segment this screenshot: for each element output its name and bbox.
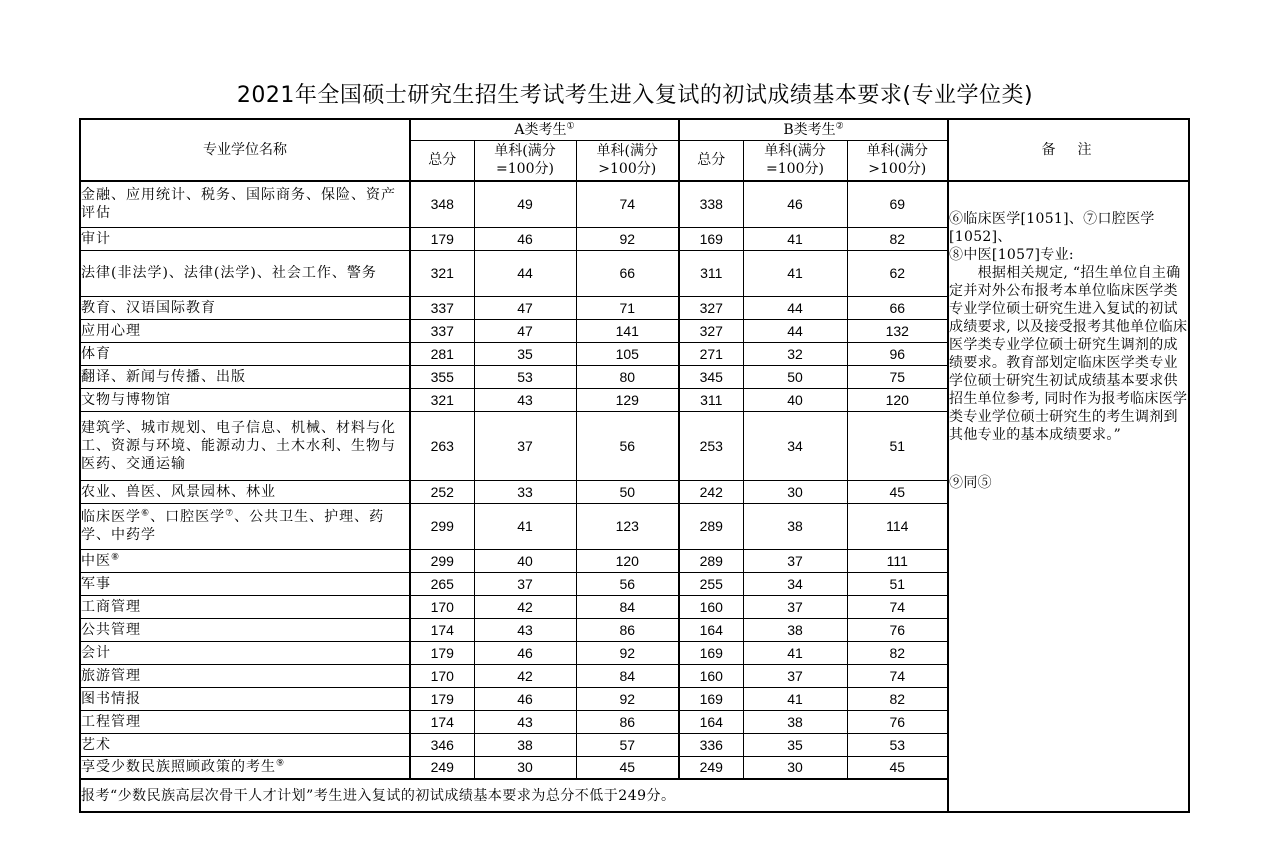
page-title: 2021年全国硕士研究生招生考试考生进入复试的初试成绩基本要求(专业学位类) [236,83,1034,108]
score-b-single-eq100: 34 [743,572,847,595]
score-b-total: 249 [679,756,743,779]
score-a-single-gt100: 74 [576,181,679,227]
score-a-single-eq100: 43 [474,618,576,641]
score-b-total: 169 [679,641,743,664]
footnote-mark: ⑧ [111,551,121,562]
score-b-single-eq100: 35 [743,733,847,756]
score-b-single-eq100: 44 [743,319,847,342]
score-a-single-gt100: 92 [576,641,679,664]
remark-paragraph: 根据相关规定, “招生单位自主确定并对外公布报考本单位临床医学类专业学位硕士研究生进入复试的初试成绩要求, 以及接受报考其他单位临床医学类专业学位硕士研究生调剂的成绩要求。教育部划定临床医学类专业学位硕士研究生初试成绩基本要求供招生单位参考, 同时作为报考临床医学类专业学位硕士研究生的考生调剂到其他专业的基本成绩要求。” [949,265,1188,443]
score-a-total: 348 [410,181,474,227]
program-name: 会计 [80,641,410,664]
score-a-single-eq100: 46 [474,227,576,250]
remark-paragraph: ⑨同⑤ [949,475,992,491]
score-a-total: 252 [410,480,474,503]
score-b-single-gt100: 82 [847,641,948,664]
score-a-single-eq100: 43 [474,388,576,411]
score-a-single-gt100: 86 [576,618,679,641]
score-a-total: 299 [410,549,474,572]
score-a-single-gt100: 57 [576,733,679,756]
score-b-single-eq100: 41 [743,641,847,664]
score-a-single-gt100: 92 [576,227,679,250]
program-name: 图书情报 [80,687,410,710]
score-a-single-gt100: 129 [576,388,679,411]
score-b-total: 289 [679,503,743,549]
score-b-total: 327 [679,296,743,319]
score-a-total: 355 [410,365,474,388]
score-a-single-eq100: 35 [474,342,576,365]
header-b-single-eq100: 单科(满分 =100分) [743,140,847,181]
footer-note: 报考“少数民族高层次骨干人才计划”考生进入复试的初试成绩基本要求为总分不低于249分。 [80,779,948,812]
score-b-total: 160 [679,595,743,618]
score-a-single-eq100: 40 [474,549,576,572]
score-a-total: 170 [410,595,474,618]
score-b-single-eq100: 30 [743,756,847,779]
remark-paragraph: ⑥临床医学[1051]、⑦口腔医学[1052]、 [949,211,1155,245]
header-a-total: 总分 [410,140,474,181]
program-name: 军事 [80,572,410,595]
score-b-total: 345 [679,365,743,388]
score-b-single-eq100: 38 [743,710,847,733]
score-b-single-eq100: 40 [743,388,847,411]
score-b-single-gt100: 62 [847,250,948,296]
program-name-part: 享受少数民族照顾政策的考生 [81,759,276,776]
program-name: 建筑学、城市规划、电子信息、机械、材料与化工、资源与环境、能源动力、土木水利、生物与医药、交通运输 [80,411,410,480]
score-a-single-eq100: 47 [474,319,576,342]
score-a-single-gt100: 56 [576,572,679,595]
score-a-single-eq100: 47 [474,296,576,319]
score-b-single-eq100: 50 [743,365,847,388]
score-a-single-eq100: 49 [474,181,576,227]
table-row [80,181,1189,227]
score-a-single-gt100: 84 [576,595,679,618]
score-b-single-gt100: 76 [847,710,948,733]
score-b-single-gt100: 45 [847,756,948,779]
score-b-single-gt100: 82 [847,227,948,250]
score-b-single-gt100: 53 [847,733,948,756]
score-b-single-eq100: 38 [743,618,847,641]
program-name: 农业、兽医、风景园林、林业 [80,480,410,503]
score-b-total: 255 [679,572,743,595]
score-a-single-eq100: 38 [474,733,576,756]
score-a-total: 179 [410,641,474,664]
score-b-total: 289 [679,549,743,572]
score-b-single-gt100: 74 [847,595,948,618]
program-name: 旅游管理 [80,664,410,687]
score-a-total: 321 [410,388,474,411]
score-b-single-eq100: 41 [743,687,847,710]
program-name: 工商管理 [80,595,410,618]
score-table [79,118,1190,813]
score-a-single-eq100: 43 [474,710,576,733]
score-a-single-gt100: 80 [576,365,679,388]
score-a-total: 321 [410,250,474,296]
program-name-part: 、公共卫生、护理、药学、中药学 [81,509,385,543]
program-name [80,756,410,779]
score-a-total: 170 [410,664,474,687]
score-b-total: 164 [679,618,743,641]
score-b-total: 169 [679,227,743,250]
program-name-part: 、口腔医学 [150,509,226,525]
score-b-single-eq100: 37 [743,549,847,572]
score-a-single-gt100: 86 [576,710,679,733]
score-a-single-gt100: 123 [576,503,679,549]
score-b-single-gt100: 114 [847,503,948,549]
score-a-single-eq100: 42 [474,595,576,618]
score-a-total: 174 [410,618,474,641]
score-b-total: 336 [679,733,743,756]
score-b-single-gt100: 96 [847,342,948,365]
program-name: 审计 [80,227,410,250]
score-a-single-gt100: 92 [576,687,679,710]
program-name: 金融、应用统计、税务、国际商务、保险、资产评估 [80,181,410,227]
score-b-total: 311 [679,388,743,411]
score-b-single-eq100: 34 [743,411,847,480]
score-a-single-eq100: 53 [474,365,576,388]
score-b-single-eq100: 37 [743,595,847,618]
remarks-cell [948,181,1189,812]
program-name-part: 中医 [81,552,111,569]
program-name: 工程管理 [80,710,410,733]
header-remark: 备 注 [948,119,1189,181]
score-a-single-gt100: 84 [576,664,679,687]
score-b-single-eq100: 44 [743,296,847,319]
score-b-single-gt100: 69 [847,181,948,227]
score-a-total: 265 [410,572,474,595]
score-b-single-gt100: 132 [847,319,948,342]
score-b-single-gt100: 76 [847,618,948,641]
program-name: 应用心理 [80,319,410,342]
score-b-total: 271 [679,342,743,365]
score-a-single-eq100: 44 [474,250,576,296]
score-a-single-gt100: 141 [576,319,679,342]
program-name [80,503,410,549]
footnote-mark: ⑦ [225,508,235,519]
score-b-single-eq100: 46 [743,181,847,227]
score-b-single-gt100: 45 [847,480,948,503]
score-a-single-gt100: 56 [576,411,679,480]
score-b-total: 164 [679,710,743,733]
score-b-total: 242 [679,480,743,503]
score-a-single-gt100: 50 [576,480,679,503]
score-a-single-gt100: 105 [576,342,679,365]
score-a-total: 174 [410,710,474,733]
score-a-total: 346 [410,733,474,756]
score-b-single-eq100: 37 [743,664,847,687]
score-b-single-eq100: 32 [743,342,847,365]
footnote-mark: ⑨ [276,758,286,769]
score-a-single-gt100: 71 [576,296,679,319]
score-a-single-gt100: 120 [576,549,679,572]
score-a-single-eq100: 41 [474,503,576,549]
score-b-single-gt100: 120 [847,388,948,411]
program-name: 教育、汉语国际教育 [80,296,410,319]
score-a-single-eq100: 37 [474,411,576,480]
score-a-single-eq100: 37 [474,572,576,595]
remark-paragraph: ⑧中医[1057]专业: [949,247,1074,263]
header-name-col: 专业学位名称 [80,119,410,181]
score-a-single-eq100: 33 [474,480,576,503]
score-b-single-eq100: 38 [743,503,847,549]
program-name: 文物与博物馆 [80,388,410,411]
score-b-single-gt100: 51 [847,411,948,480]
score-a-single-gt100: 45 [576,756,679,779]
program-name-part: 临床医学 [81,509,141,525]
score-b-total: 253 [679,411,743,480]
header-group-a: A类考生① [410,119,679,140]
program-name: 法律(非法学)、法律(法学)、社会工作、警务 [80,250,410,296]
header-a-single-gt100: 单科(满分 >100分) [576,140,679,181]
score-a-single-eq100: 46 [474,687,576,710]
header-group-b: B类考生② [679,119,948,140]
score-a-total: 337 [410,319,474,342]
score-a-total: 337 [410,296,474,319]
footnote-mark: ⑥ [141,508,151,519]
score-a-total: 263 [410,411,474,480]
score-a-single-eq100: 42 [474,664,576,687]
program-name: 体育 [80,342,410,365]
score-a-single-eq100: 30 [474,756,576,779]
header-b-total: 总分 [679,140,743,181]
score-b-total: 327 [679,319,743,342]
score-a-total: 281 [410,342,474,365]
score-b-total: 338 [679,181,743,227]
score-b-single-eq100: 41 [743,250,847,296]
score-a-total: 299 [410,503,474,549]
program-name [80,549,410,572]
score-b-single-eq100: 30 [743,480,847,503]
program-name: 翻译、新闻与传播、出版 [80,365,410,388]
score-a-single-gt100: 66 [576,250,679,296]
score-a-total: 179 [410,227,474,250]
score-a-single-eq100: 46 [474,641,576,664]
program-name: 艺术 [80,733,410,756]
score-b-single-gt100: 66 [847,296,948,319]
score-b-single-eq100: 41 [743,227,847,250]
score-b-single-gt100: 82 [847,687,948,710]
score-a-total: 249 [410,756,474,779]
score-b-single-gt100: 51 [847,572,948,595]
score-b-single-gt100: 111 [847,549,948,572]
program-name: 公共管理 [80,618,410,641]
score-b-total: 311 [679,250,743,296]
score-b-single-gt100: 74 [847,664,948,687]
score-b-single-gt100: 75 [847,365,948,388]
score-b-total: 169 [679,687,743,710]
header-b-single-gt100: 单科(满分 >100分) [847,140,948,181]
score-b-total: 160 [679,664,743,687]
score-a-total: 179 [410,687,474,710]
header-a-single-eq100: 单科(满分 =100分) [474,140,576,181]
